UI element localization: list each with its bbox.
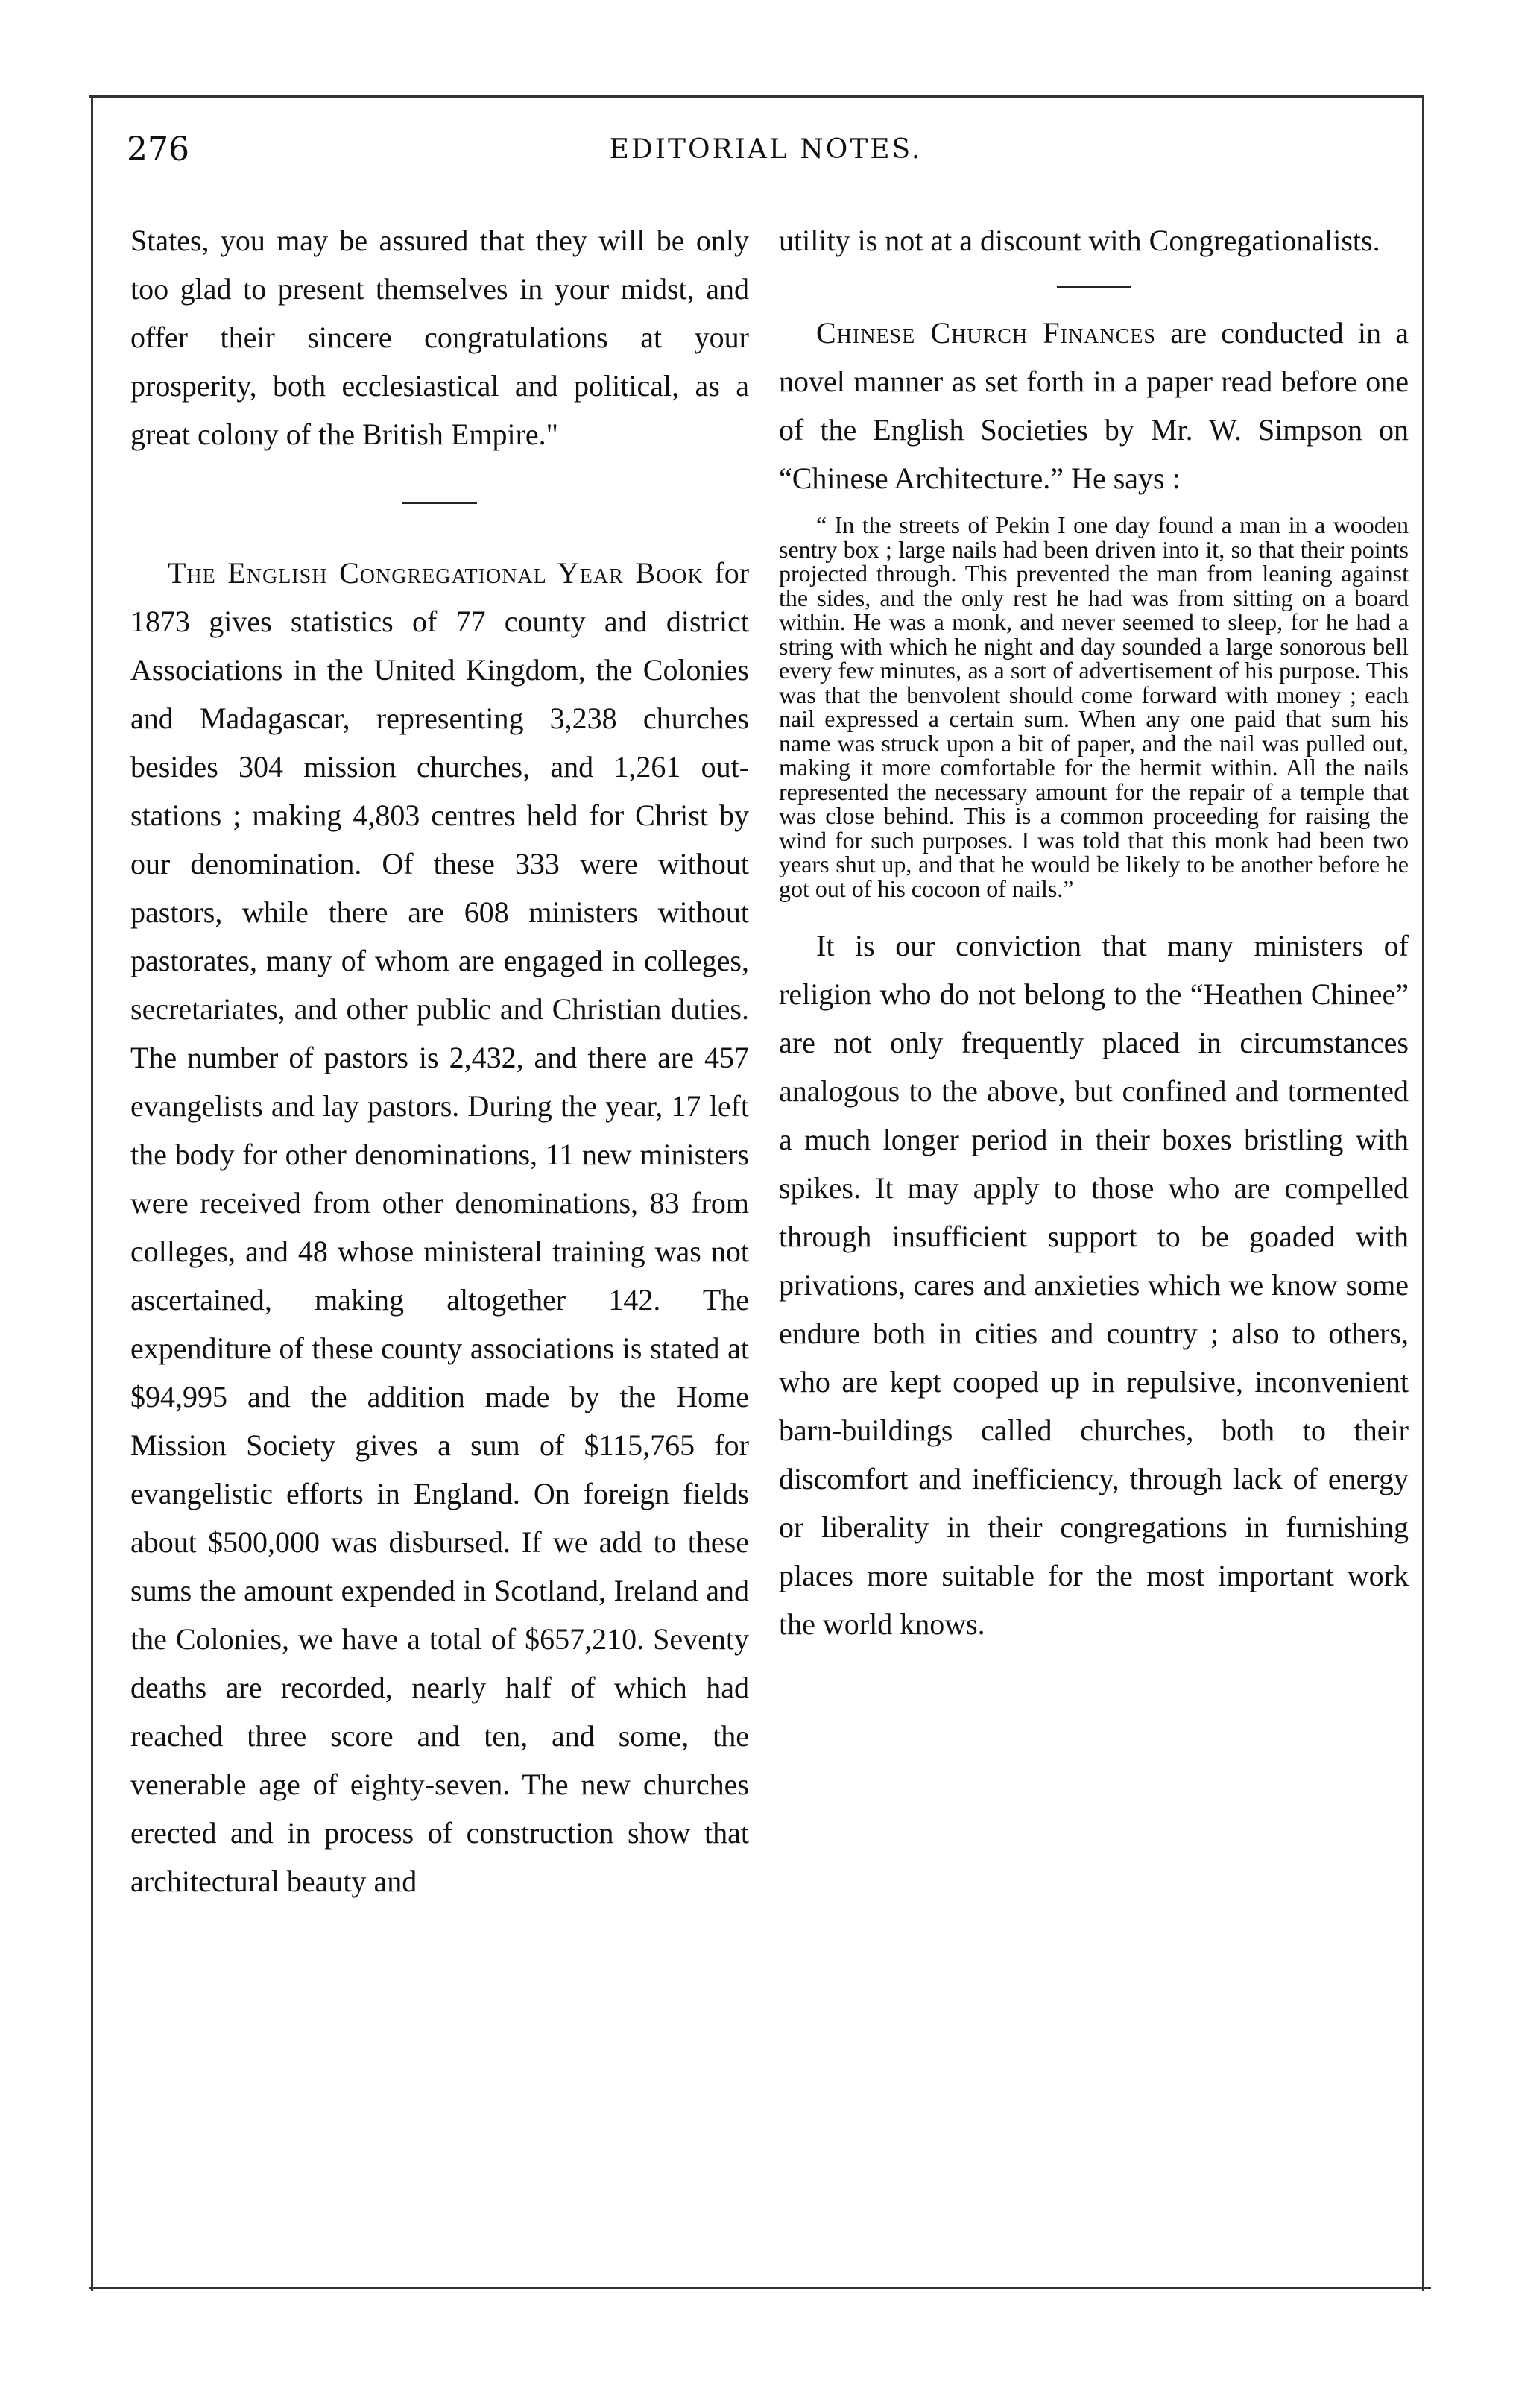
section-separator [402, 502, 477, 504]
chinese-finances-paragraph [779, 309, 1409, 502]
right-column [779, 216, 1409, 1648]
top-border-rule [89, 95, 1424, 98]
conviction-paragraph: It is our conviction that many ministers of religion who do not belong to the “Heathen Chinee” are not only frequently placed in circumstances analogous to the above, but confined and tormented a much longer period in their boxes bristling with spikes. It may apply to those who are compelled through insufficient support to be goaded with privations, cares and anxieties which we know some endure both in cities and country ; also to others, who are kept cooped up in repulsive, inconvenient barn-buildings called churches, both to their discomfort and inefficiency, through lack of energy or liberality in their congregations in furnishing places more suitable for the most important work the world knows. [779, 929, 1409, 1641]
year-book-text: for 1873 gives statistics of 77 county and district Associations in the United Kingdom, the Colonies and Madagascar, representing 3,238 churches besides 304 mission churches, and 1,261 out-stations ; making 4,803 centres held for Christ by our denomination. Of these 333 were without pastors, while there are 608 ministers without pastorates, many of whom are engaged in colleges, secretariates, and other public and Christian duties. The number of pastors is 2,432, and there are 457 evangelists and lay pastors. During the year, 17 left the body for other denominations, 11 new ministers were received from other denominations, 83 from colleges, and 48 whose ministeral training was not ascertained, making altogether 142. The expenditure of these county associations is stated at $94,995 and the addition made by the Home Mission Society gives a sum of $115,765 for evangelistic efforts in England. On foreign fields about $500,000 was disbursed. If we add to these sums the amount expended in Scotland, Ireland and the Colonies, we have a total of $657,210. Seventy deaths are recorded, nearly half of which had reached three score and ten, and some, the venerable age of eighty-seven. The new churches erected and in process of construction show that architectural beauty and [130, 556, 750, 1898]
chinese-finances-heading: Chinese Church Finances [816, 316, 1156, 350]
left-column [130, 216, 749, 1906]
left-border-rule [91, 95, 93, 2291]
chinese-finances-text: are conducted in a novel manner as set forth in a paper read before one of the English Societies by Mr. W. Simpson on “Chinese Architecture.” He says : [779, 316, 1409, 495]
pekin-monk-quote: “ In the streets of Pekin I one day found a man in a wooden sentry box ; large nails had been driven into it, so that their points projected through. This prevented the man from leaning against the sides, and the only rest he had was from sitting on a board within. He was a monk, and never seemed to sleep, for he had a string with which he night and day sounded a large sonorous bell every few minutes, as a sort of advertisement of his purpose. This was that the benvolent should come forward with money ; each nail expressed a certain sum. When any one paid that sum his name was struck upon a bit of paper, and the nail was pulled out, making it more comfortable for the hermit within. All the nails represented the necessary amount for the repair of a temple that was close behind. This is a common proceeding for raising the wind for such purposes. I was told that this monk had been two years shut up, and that he would be likely to be another before he got out of his cocoon of nails.” [779, 511, 1409, 902]
page-header [127, 130, 1405, 183]
year-book-paragraph [130, 549, 749, 1906]
year-book-heading: The English Congregational Year Book [168, 556, 704, 590]
section-separator [1057, 286, 1131, 288]
right-border-rule [1422, 95, 1424, 2291]
left-paragraph-continuation: States, you may be assured that they will be only too glad to present themselves in your midst, and offer their sincere congratulations at your prosperity, both ecclesiastical and political, as a great colony of the British Empire." [130, 224, 749, 451]
quotation-block [779, 513, 1409, 901]
page-number: 276 [127, 130, 189, 168]
running-head: EDITORIAL NOTES. [609, 134, 923, 165]
right-paragraph-continuation: utility is not at a discount with Congregationalists. [779, 224, 1380, 257]
bottom-border-rule [89, 2287, 1431, 2289]
